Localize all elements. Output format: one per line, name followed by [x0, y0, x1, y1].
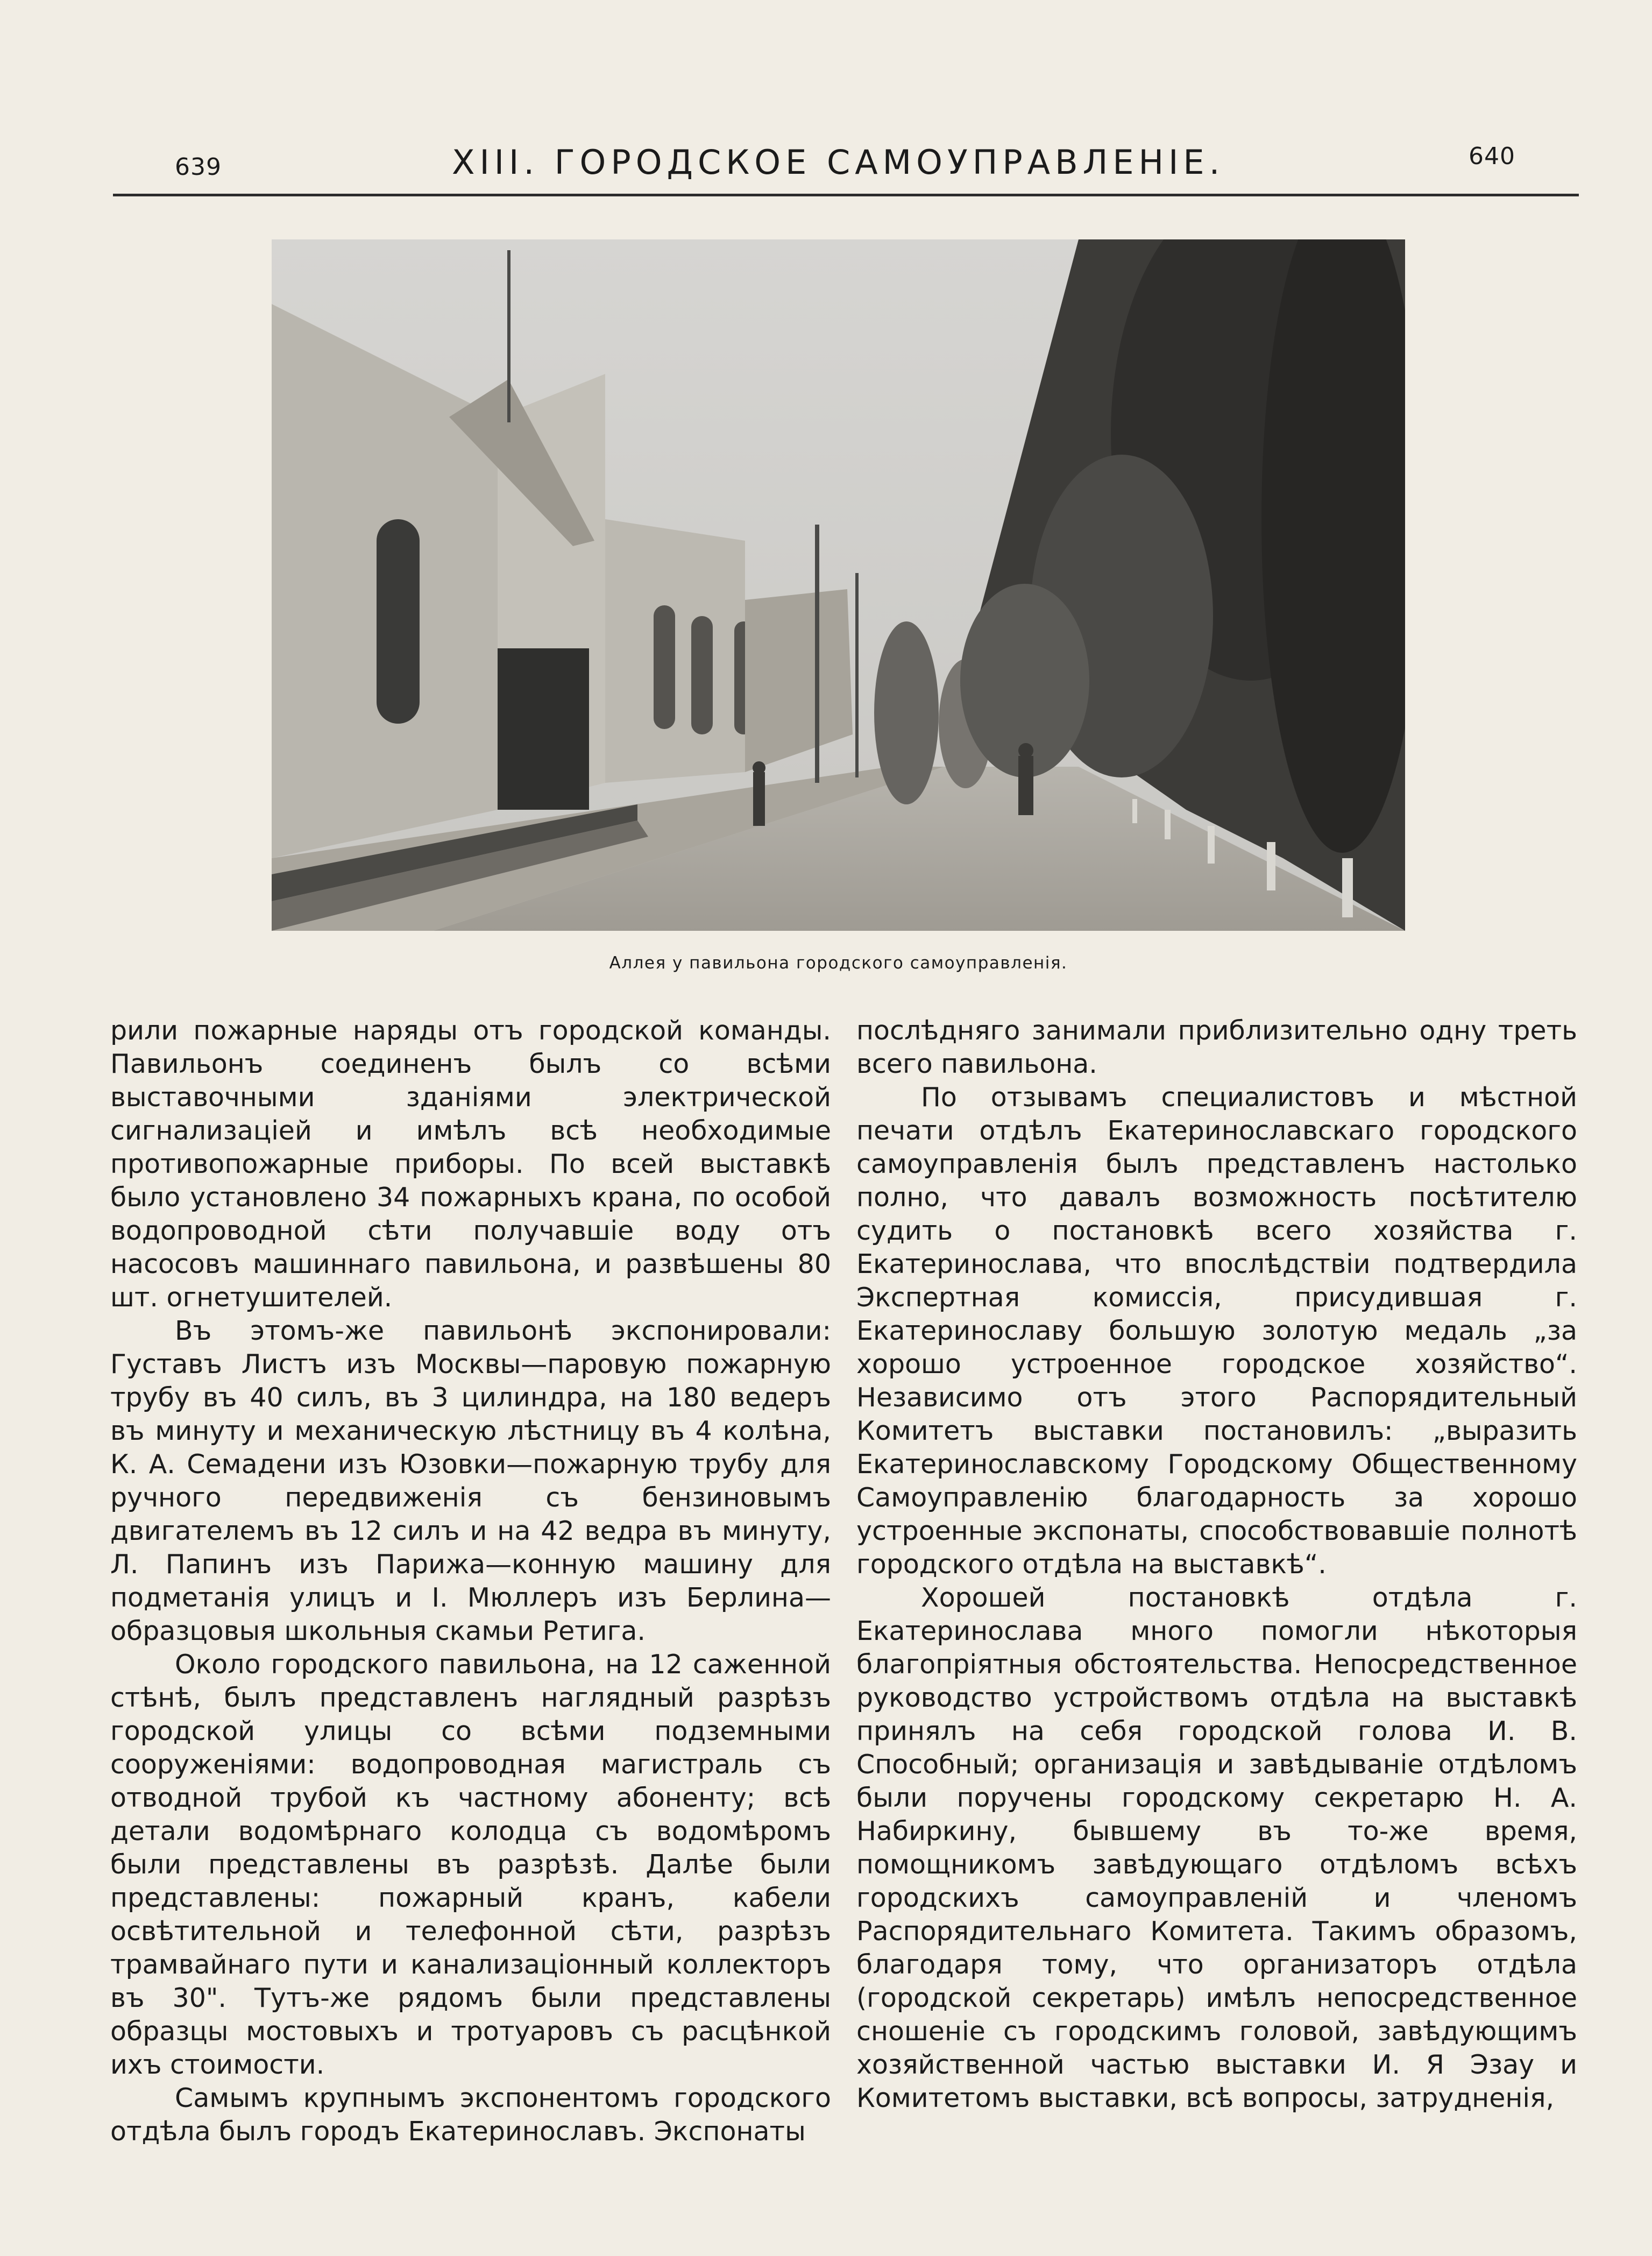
text-column-left	[110, 1014, 831, 2148]
paragraph: Хорошей постановкѣ отдѣла г. Екатеринослава много помогли нѣкоторыя благопрiятныя обстоятельства. Непосредственное руководство устройствомъ отдѣла на выставкѣ принялъ на себя городской голова И. В. Способный; организацiя и завѣдываніе отдѣломъ были поручены городскому секретарю Н. А. Набиркину, бывшему въ то-же время, помощникомъ завѣдующаго отдѣломъ всѣхъ городскихъ самоуправленiй и членомъ Распорядительнаго Комитета. Такимъ образомъ, благодаря тому, что организаторъ отдѣла (городской секретарь) имѣлъ непосредственное сношенiе съ городскимъ головой, завѣдующимъ хозяйственной частью выставки И. Я Эзау и Комитетомъ выставки, всѣ вопросы, затрудненiя,	[856, 1582, 1577, 2113]
street-photograph	[272, 239, 1405, 931]
paragraph: рили пожарные наряды отъ городской команды. Павильонъ соединенъ былъ со всѣми выставочными зданiями электрической сигнализацiей и имѣлъ всѣ необходимые противопожарные приборы. По всей выставкѣ было установлено 34 пожарныхъ крана, по особой водопроводной сѣти получавшiе воду отъ насосовъ машиннаго павильона, и развѣшены 80 шт. огнетушителей.	[110, 1015, 831, 1313]
paragraph: Около городского павильона, на 12 саженной стѣнѣ, былъ представленъ наглядный разрѣзъ городской улицы со всѣми подземными сооруженiями: водопроводная магистраль съ отводной трубой къ частному абоненту; всѣ детали водомѣрнаго колодца съ водомѣромъ были представлены въ разрѣзѣ. Далѣе были представлены: пожарный кранъ, кабели освѣтительной и телефонной сѣти, разрѣзъ трамвайнаго пути и канализацiонный коллекторъ въ 30". Тутъ-же рядомъ были представлены образцы мостовыхъ и тротуаровъ съ расцѣнкой ихъ стоимости.	[110, 1649, 831, 2080]
chapter-title: XIII. ГОРОДСКОЕ САМОУПРАВЛЕНIЕ.	[452, 143, 1225, 182]
text-column-right	[856, 1014, 1577, 2115]
paragraph: послѣдняго занимали приблизительно одну треть всего павильона.	[856, 1015, 1577, 1079]
paragraph: По отзывамъ специалистовъ и мѣстной печати отдѣлъ Екатеринославскаго городского самоуправленiя былъ представленъ настолько полно, что давалъ возможность посѣтителю судить о постановкѣ всего хозяйства г. Екатеринослава, что впослѣдствiи подтвердила Экспертная комиссiя, присудившая г. Екатеринославу большую золотую медаль „за хорошо устроенное городское хозяйство“. Независимо отъ этого Распорядительный Комитетъ выставки постановилъ: „выразить Екатеринославскому Городскому Общественному Самоуправленiю благодарность за хорошо устроенные экспонаты, способствовавшiе полнотѣ городского отдѣла на выставкѣ“.	[856, 1082, 1577, 1580]
header-rule	[113, 194, 1579, 196]
figure-caption: Аллея у павильона городского самоуправленiя.	[609, 953, 1068, 973]
paragraph: Самымъ крупнымъ экспонентомъ городского отдѣла былъ городъ Екатеринославъ. Экспонаты	[110, 2083, 831, 2147]
paragraph: Въ этомъ-же павильонѣ экспонировали: Густавъ Листъ изъ Москвы—паровую пожарную трубу въ 40 силъ, въ 3 цилиндра, на 180 ведеръ въ минуту и механическую лѣстницу въ 4 колѣна, К. А. Семадени изъ Юзовки—пожарную трубу для ручного передвиженiя съ бензиновымъ двигателемъ въ 12 силъ и на 42 ведра въ минуту, Л. Папинъ изъ Парижа—конную машину для подметанiя улицъ и I. Мюллеръ изъ Берлина—образцовыя школьныя скамьи Ретига.	[110, 1316, 831, 1646]
running-header	[113, 137, 1576, 196]
page-number-right: 640	[1469, 143, 1515, 170]
page-number-left: 639	[175, 153, 222, 181]
